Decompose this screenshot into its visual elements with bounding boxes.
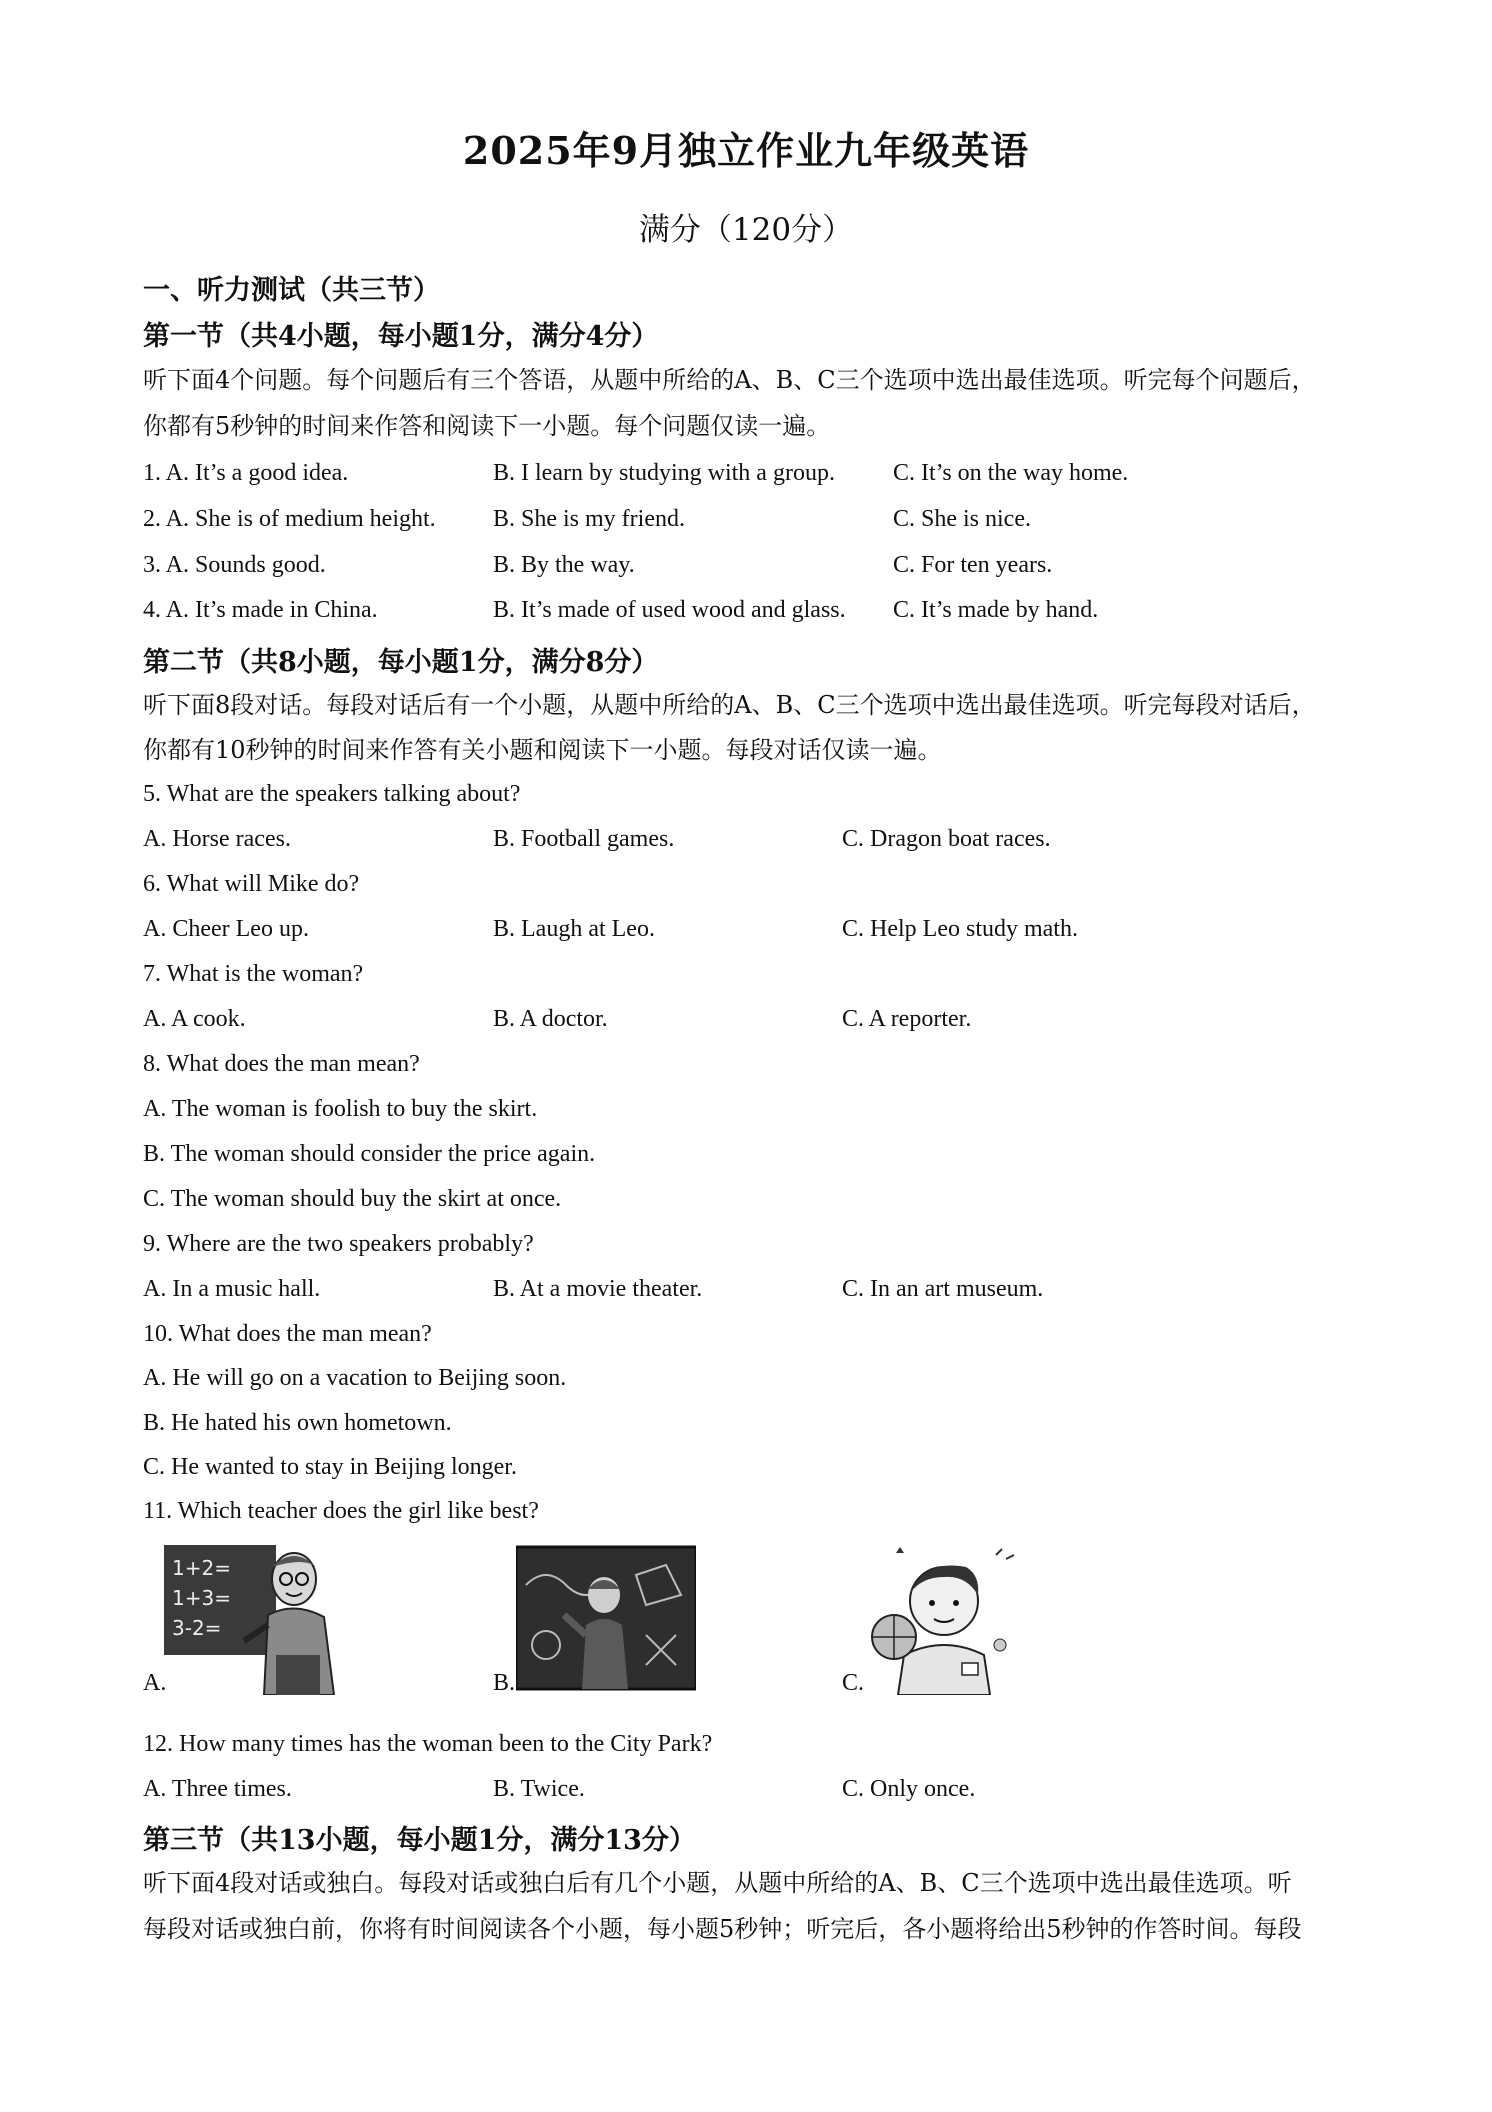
q10-stem: 10. What does the man mean?: [143, 1321, 432, 1347]
teacher-pe-picture: [866, 1545, 1022, 1695]
q9-option-b: B. At a movie theater.: [493, 1276, 703, 1302]
q5-option-b: B. Football games.: [493, 826, 675, 852]
part3-instruction-1: 听下面4段对话或独白。每段对话或独白后有几个小题，从题中所给的A、B、C三个选项中选出最佳选项。听: [143, 1869, 1292, 1897]
q5-option-a: A. Horse races.: [143, 826, 291, 852]
q11-option-b: B.: [493, 1670, 516, 1696]
q12-option-b: B. Twice.: [493, 1776, 585, 1802]
q2-option-a: 2. A. She is of medium height.: [143, 506, 436, 532]
q9-option-a: A. In a music hall.: [143, 1276, 321, 1302]
q12-option-c: C. Only once.: [842, 1776, 976, 1802]
q12-option-a: A. Three times.: [143, 1776, 292, 1802]
part3-instruction-2: 每段对话或独白前，你将有时间阅读各个小题，每小题5秒钟；听完后，各小题将给出5秒钟的作答时间。每段: [143, 1915, 1302, 1943]
q7-stem: 7. What is the woman?: [143, 961, 364, 987]
q8-stem: 8. What does the man mean?: [143, 1051, 420, 1077]
q5-option-c: C. Dragon boat races.: [842, 826, 1051, 852]
teacher-math-picture: [164, 1545, 340, 1695]
part1-heading: 第一节（共4小题，每小题1分，满分4分）: [143, 321, 659, 352]
q11-option-a: A.: [143, 1670, 167, 1696]
board-line-2: 1+3=: [172, 1586, 231, 1610]
section-heading: 一、听力测试（共三节）: [143, 275, 440, 306]
full-score: 满分（120分）: [638, 212, 854, 248]
q12-stem: 12. How many times has the woman been to the City Park?: [143, 1731, 713, 1757]
part2-heading: 第二节（共8小题，每小题1分，满分8分）: [143, 647, 659, 678]
part2-instruction-2: 你都有10秒钟的时间来作答有关小题和阅读下一小题。每段对话仅读一遍。: [143, 736, 942, 764]
q9-option-c: C. In an art museum.: [842, 1276, 1044, 1302]
q8-option-b: B. The woman should consider the price again.: [143, 1141, 596, 1167]
q2-option-b: B. She is my friend.: [493, 506, 685, 532]
q5-stem: 5. What are the speakers talking about?: [143, 781, 521, 807]
q10-option-c: C. He wanted to stay in Beijing longer.: [143, 1454, 517, 1480]
q6-stem: 6. What will Mike do?: [143, 871, 360, 897]
q1-option-a: 1. A. It’s a good idea.: [143, 460, 349, 486]
q10-option-b: B. He hated his own hometown.: [143, 1410, 452, 1436]
board-line-1: 1+2=: [172, 1556, 231, 1580]
q1-option-c: C. It’s on the way home.: [893, 460, 1129, 486]
part1-instruction-2: 你都有5秒钟的时间来作答和阅读下一小题。每个问题仅读一遍。: [143, 412, 831, 440]
part1-instruction-1: 听下面4个问题。每个问题后有三个答语，从题中所给的A、B、C三个选项中选出最佳选项。听完每个问题后，: [143, 366, 1316, 394]
part3-heading: 第三节（共13小题，每小题1分，满分13分）: [143, 1825, 696, 1856]
q3-option-a: 3. A. Sounds good.: [143, 552, 326, 578]
q4-option-b: B. It’s made of used wood and glass.: [493, 597, 846, 623]
q7-option-a: A. A cook.: [143, 1006, 246, 1032]
q6-option-a: A. Cheer Leo up.: [143, 916, 309, 942]
q8-option-a: A. The woman is foolish to buy the skirt.: [143, 1096, 538, 1122]
q8-option-c: C. The woman should buy the skirt at once.: [143, 1186, 562, 1212]
q11-option-c: C.: [842, 1670, 865, 1696]
q10-option-a: A. He will go on a vacation to Beijing soon.: [143, 1365, 567, 1391]
page-title: 2025年9月独立作业九年级英语: [462, 128, 1030, 173]
q11-stem: 11. Which teacher does the girl like best?: [143, 1498, 539, 1524]
part2-instruction-1: 听下面8段对话。每段对话后有一个小题，从题中所给的A、B、C三个选项中选出最佳选项。听完每段对话后，: [143, 691, 1316, 719]
q7-option-c: C. A reporter.: [842, 1006, 972, 1032]
q3-option-c: C. For ten years.: [893, 552, 1053, 578]
q2-option-c: C. She is nice.: [893, 506, 1031, 532]
q4-option-a: 4. A. It’s made in China.: [143, 597, 378, 623]
q4-option-c: C. It’s made by hand.: [893, 597, 1099, 623]
board-line-3: 3-2=: [172, 1616, 222, 1640]
q1-option-b: B. I learn by studying with a group.: [493, 460, 835, 486]
q3-option-b: B. By the way.: [493, 552, 635, 578]
q7-option-b: B. A doctor.: [493, 1006, 608, 1032]
q6-option-c: C. Help Leo study math.: [842, 916, 1078, 942]
q9-stem: 9. Where are the two speakers probably?: [143, 1231, 534, 1257]
teacher-art-picture: [516, 1545, 696, 1695]
q6-option-b: B. Laugh at Leo.: [493, 916, 655, 942]
